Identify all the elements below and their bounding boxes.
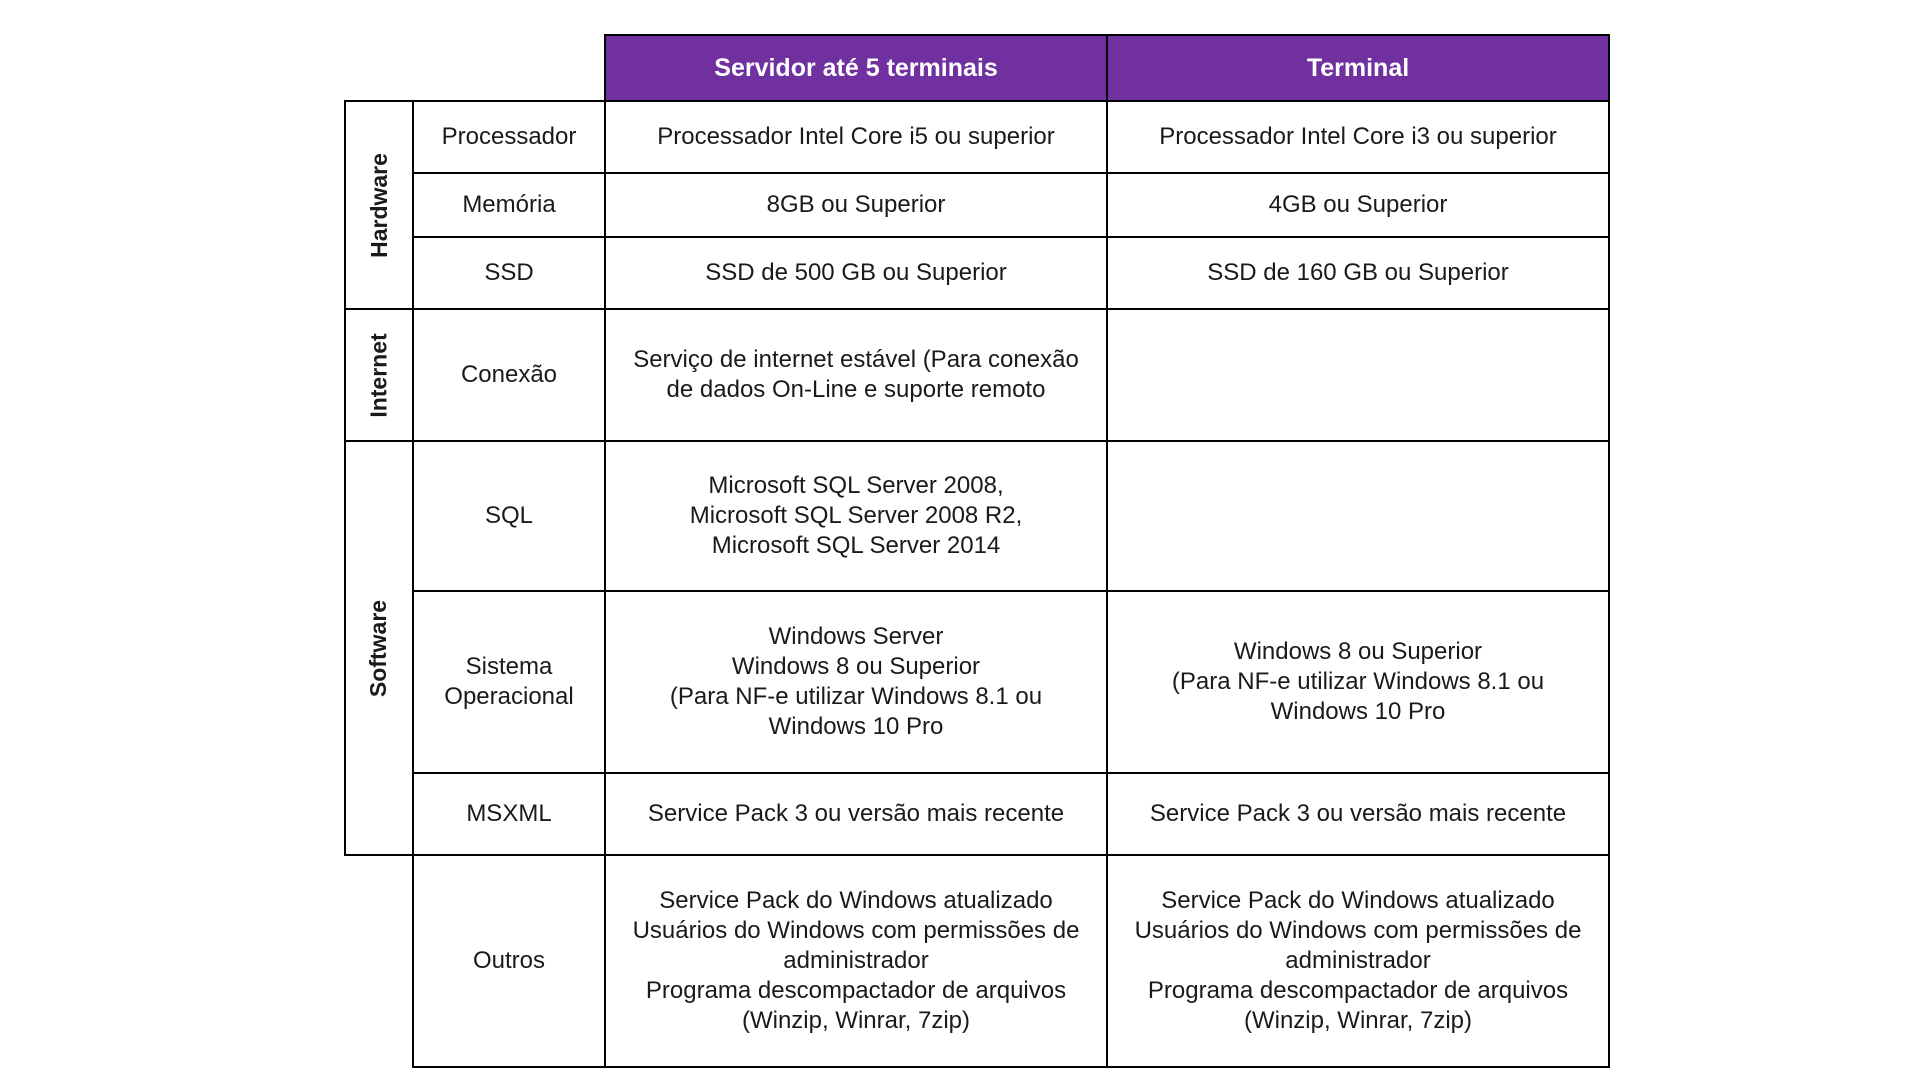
row-label-processador: Processador xyxy=(412,100,606,174)
group-internet-label: Internet xyxy=(365,332,392,418)
cell-server-sql: Microsoft SQL Server 2008, Microsoft SQL Server 2008 R2, Microsoft SQL Server 2014 xyxy=(604,440,1108,592)
cell-terminal-conexao xyxy=(1106,308,1610,442)
row-label-outros: Outros xyxy=(412,854,606,1068)
cell-server-memoria: 8GB ou Superior xyxy=(604,172,1108,238)
group-hardware xyxy=(344,100,414,310)
row-label-sistema-operacional: Sistema Operacional xyxy=(412,590,606,774)
row-label-conexao: Conexão xyxy=(412,308,606,442)
column-header-server: Servidor até 5 terminais xyxy=(604,34,1108,102)
cell-server-processador: Processador Intel Core i5 ou superior xyxy=(604,100,1108,174)
cell-server-sistema-operacional: Windows Server Windows 8 ou Superior (Para NF-e utilizar Windows 8.1 ou Windows 10 Pro xyxy=(604,590,1108,774)
row-label-ssd: SSD xyxy=(412,236,606,310)
cell-terminal-ssd: SSD de 160 GB ou Superior xyxy=(1106,236,1610,310)
cell-terminal-sql xyxy=(1106,440,1610,592)
group-hardware-label: Hardware xyxy=(365,152,392,258)
cell-terminal-processador: Processador Intel Core i3 ou superior xyxy=(1106,100,1610,174)
cell-server-msxml: Service Pack 3 ou versão mais recente xyxy=(604,772,1108,856)
cell-terminal-msxml: Service Pack 3 ou versão mais recente xyxy=(1106,772,1610,856)
cell-server-outros: Service Pack do Windows atualizado Usuários do Windows com permissões de administrador Programa descompactador de arquivos (Winzip, Winrar, 7zip) xyxy=(604,854,1108,1068)
group-software xyxy=(344,440,414,856)
row-label-memoria: Memória xyxy=(412,172,606,238)
row-label-msxml: MSXML xyxy=(412,772,606,856)
cell-terminal-sistema-operacional: Windows 8 ou Superior (Para NF-e utilizar Windows 8.1 ou Windows 10 Pro xyxy=(1106,590,1610,774)
cell-terminal-memoria: 4GB ou Superior xyxy=(1106,172,1610,238)
column-header-terminal: Terminal xyxy=(1106,34,1610,102)
group-internet xyxy=(344,308,414,442)
row-label-sql: SQL xyxy=(412,440,606,592)
cell-server-ssd: SSD de 500 GB ou Superior xyxy=(604,236,1108,310)
group-software-label: Software xyxy=(365,599,392,697)
cell-terminal-outros: Service Pack do Windows atualizado Usuários do Windows com permissões de administrador Programa descompactador de arquivos (Winzip, Winrar, 7zip) xyxy=(1106,854,1610,1068)
cell-server-conexao: Serviço de internet estável (Para conexão de dados On-Line e suporte remoto xyxy=(604,308,1108,442)
